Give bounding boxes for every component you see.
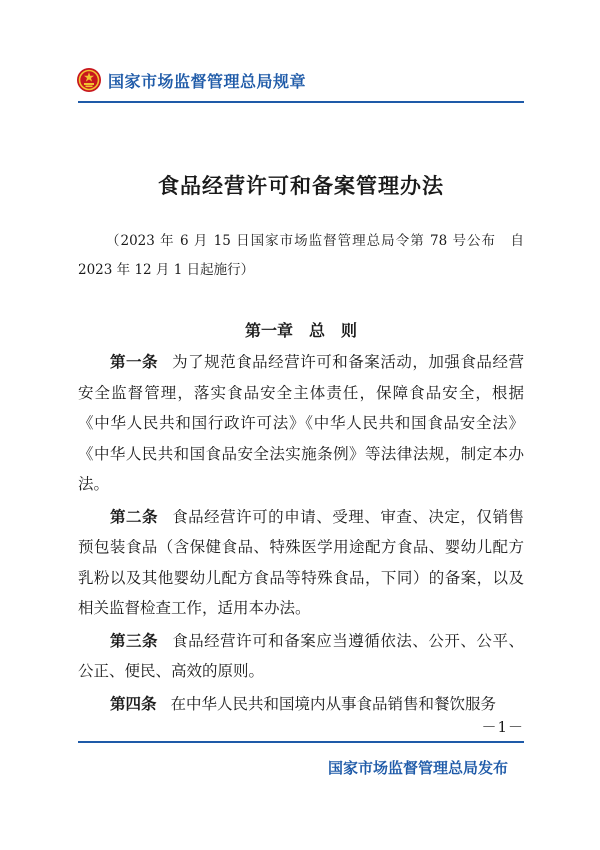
chapter-heading: 第一章 总 则	[244, 321, 357, 340]
document-title: 食品经营许可和备案管理办法	[158, 174, 444, 198]
article-label: 第一条	[110, 353, 159, 371]
header-title: 国家市场监督管理总局规章	[108, 71, 307, 91]
header-divider	[78, 101, 524, 103]
article-label: 第三条	[110, 631, 159, 650]
footer-publisher: 国家市场监督管理总局发布	[327, 759, 508, 777]
article	[78, 626, 524, 687]
article-text: 在中华人民共和国境内从事食品销售和餐饮服务	[170, 694, 497, 713]
article	[78, 347, 524, 500]
article-text: 食品经营许可和备案应当遵循依法、公开、公平、公正、便民、高效的原则。	[78, 631, 524, 680]
article	[78, 689, 524, 720]
article-label: 第四条	[110, 694, 157, 713]
page-number: －1－	[481, 718, 524, 736]
document-subtitle: （2023 年 6 月 15 日国家市场监督管理总局令第 78 号公布 自 2023 年 12 月 1 日起施行）	[78, 233, 524, 278]
national-emblem-icon	[76, 67, 102, 93]
article-text: 为了规范食品经营许可和备案活动，加强食品经营安全监督管理，落实食品安全主体责任，保障食品安全，根据《中华人民共和国行政许可法》《中华人民共和国食品安全法》《中华人民共和国食品安全法实施条例》等法律法规，制定本办法。	[78, 353, 524, 493]
article-text: 食品经营许可的申请、受理、审查、决定，仅销售预包装食品（含保健食品、特殊医学用途配方食品、婴幼儿配方乳粉以及其他婴幼儿配方食品等特殊食品，下同）的备案，以及相关监督检查工作，适用本办法。	[78, 507, 524, 617]
article-list	[78, 347, 524, 721]
article	[78, 502, 524, 624]
article-label: 第二条	[110, 507, 159, 526]
footer-divider	[78, 741, 524, 743]
page-header	[76, 64, 306, 96]
